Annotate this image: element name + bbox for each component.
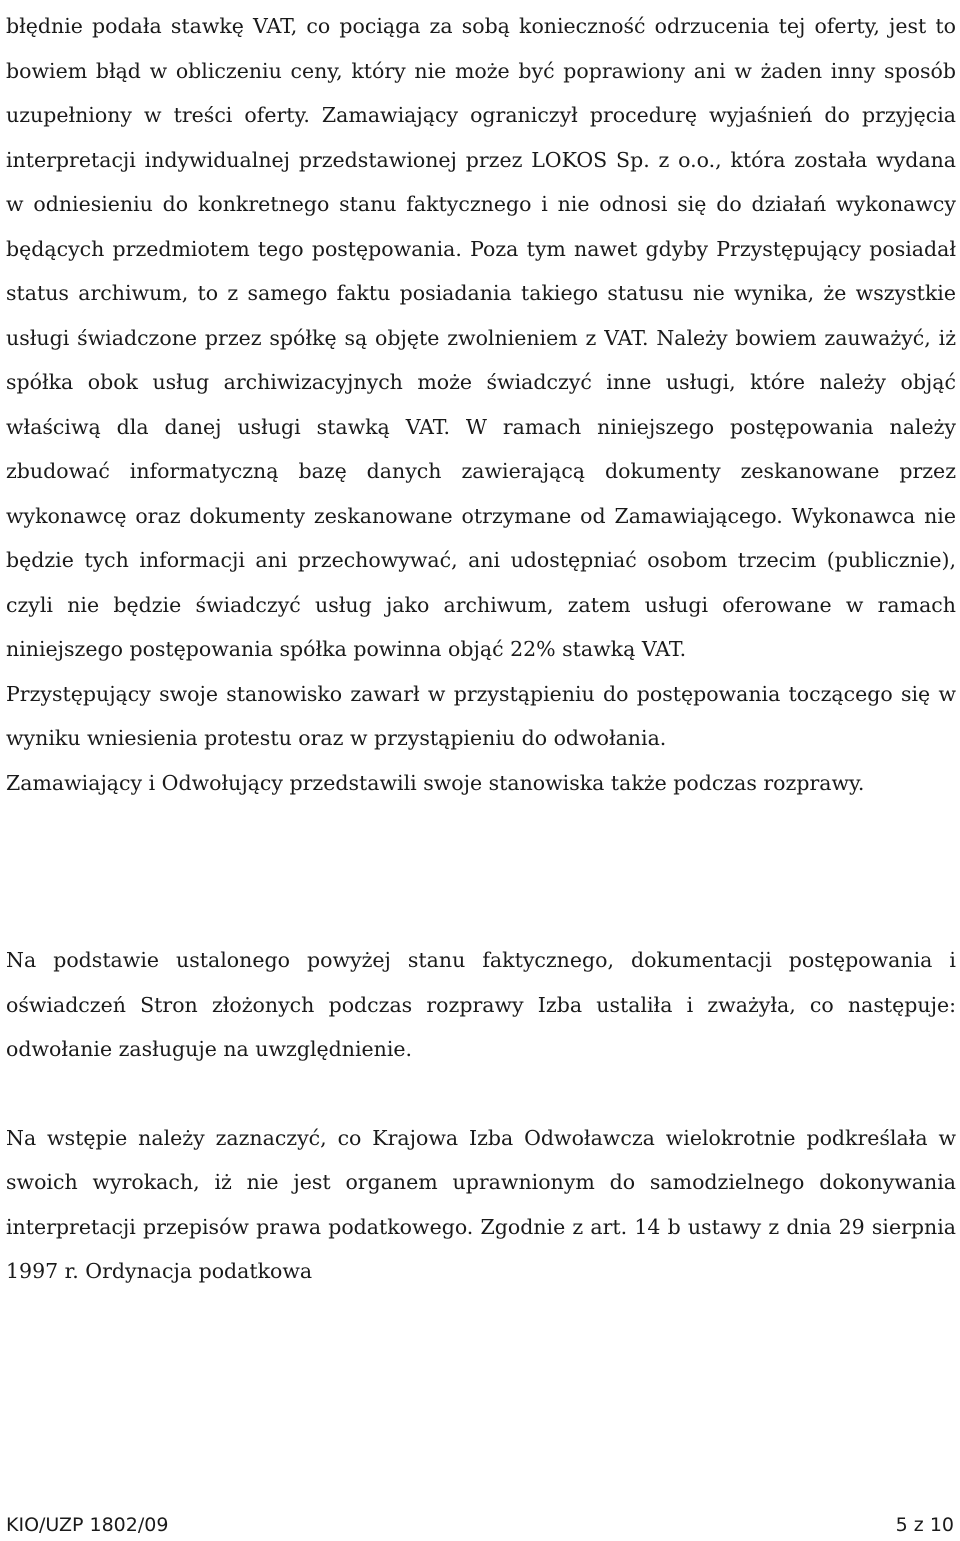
paragraph-spacer	[6, 1072, 956, 1116]
paragraph-tax-interpretation: Na wstępie należy zaznaczyć, co Krajowa Izba Odwoławcza wielokrotnie podkreślała w swoich wyrokach, iż nie jest organem uprawnionym do samodzielnego dokonywania interpretacji przepisów prawa podatkowego. Zgodnie z art. 14 b ustawy z dnia 29 sierpnia 1997 r. Ordynacja podatkowa	[6, 1125, 956, 1283]
paragraph-intervener-position: Przystępujący swoje stanowisko zawarł w przystąpieniu do postępowania toczącego się w wyniku wniesienia protestu oraz w przystąpieniu do odwołania.	[6, 681, 956, 750]
page-number: 5 z 10	[895, 1514, 954, 1536]
paragraph-vat-argument: błędnie podała stawkę VAT, co pociąga za sobą konieczność odrzucenia tej oferty, jest to bowiem błąd w obliczeniu ceny, który nie może być poprawiony ani w żaden inny sposób uzupełniony w treści oferty. Zamawiający ograniczył procedurę wyjaśnień do przyjęcia interpretacji indywidualnej przedstawionej przez LOKOS Sp. z o.o., która została wydana w odniesieniu do konkretnego stanu faktycznego i nie odnosi się do działań wykonawcy będących przedmiotem tego postępowania. Poza tym nawet gdyby Przystępujący posiadał status archiwum, to z samego faktu posiadania takiego statusu nie wynika, że wszystkie usługi świadczone przez spółkę są objęte zwolnieniem z VAT. Należy bowiem zauważyć, iż spółka obok usług archiwizacyjnych może świadczyć inne usługi, które należy objąć właściwą dla danej usługi stawką VAT. W ramach niniejszego postępowania należy zbudować informatyczną bazę danych zawierającą dokumenty zeskanowane przez wykonawcę oraz dokumenty zeskanowane otrzymane od Zamawiającego. Wykonawca nie będzie tych informacji ani przechowywać, ani udostępniać osobom trzecim (publicznie), czyli nie będzie świadczyć usług jako archiwum, zatem usługi oferowane w ramach niniejszego postępowania spółka powinna objąć 22% stawką VAT.	[6, 14, 956, 661]
paragraph-parties-positions: Zamawiający i Odwołujący przedstawili swoje stanowiska także podczas rozprawy.	[6, 770, 865, 795]
page-footer	[6, 1513, 954, 1537]
case-number: KIO/UZP 1802/09	[6, 1514, 169, 1536]
paragraph-chamber-findings: Na podstawie ustalonego powyżej stanu faktycznego, dokumentacji postępowania i oświadczeń Stron złożonych podczas rozprawy Izba ustaliła i zważyła, co następuje: odwołanie zasługuje na uwzględnienie.	[6, 948, 956, 1061]
paragraph-spacer	[6, 805, 956, 938]
document-body	[6, 4, 956, 1294]
